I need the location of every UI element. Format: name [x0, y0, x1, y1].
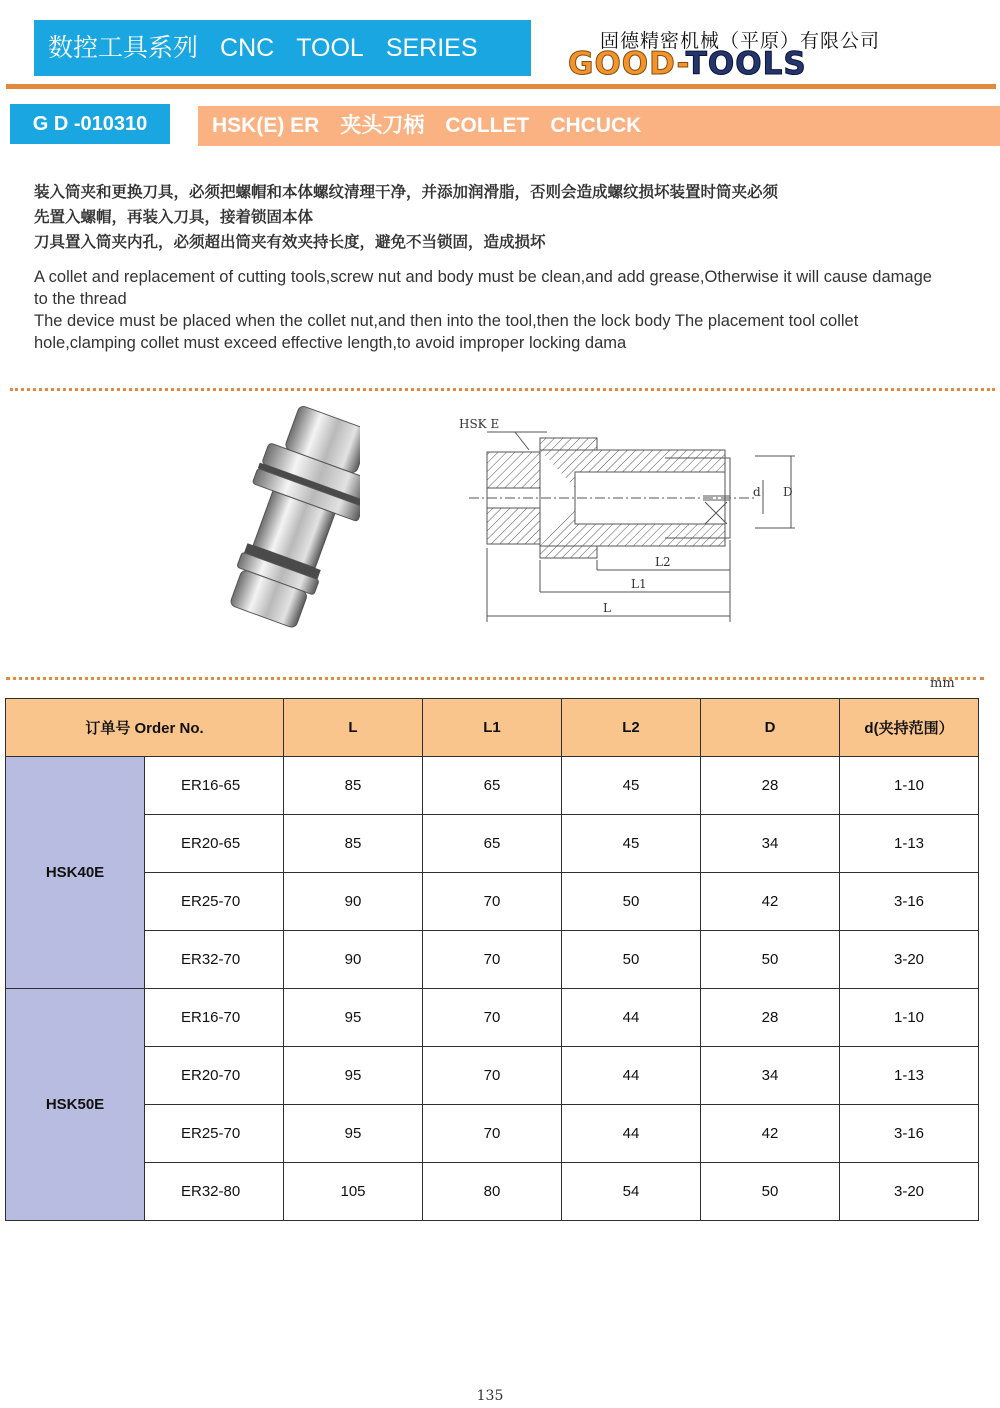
cell-D: 42: [701, 1105, 840, 1163]
cell-d-range: 3-16: [840, 873, 979, 931]
company-logo: [568, 46, 807, 82]
cell-L: 90: [284, 873, 423, 931]
order-no: ER16-65: [145, 757, 284, 815]
usage-notes: [34, 180, 934, 354]
series-title-series: SERIES: [385, 34, 478, 62]
note-cn-line: 装入筒夹和更换刀具，必须把螺帽和本体螺纹清理干净，并添加润滑脂，否则会造成螺纹损坏装置时筒夹必须: [34, 183, 779, 201]
cell-L: 95: [284, 1105, 423, 1163]
cell-D: 28: [701, 757, 840, 815]
group-label: HSK50E: [6, 989, 145, 1221]
cell-D: 42: [701, 873, 840, 931]
cell-L1: 65: [423, 815, 562, 873]
cell-L: 90: [284, 931, 423, 989]
cell-D: 34: [701, 1047, 840, 1105]
header-d-range: d(夹持范围）: [840, 699, 979, 757]
order-no: ER32-70: [145, 931, 284, 989]
label-D: D: [783, 485, 793, 499]
cell-d-range: 3-20: [840, 931, 979, 989]
cell-L1: 70: [423, 1047, 562, 1105]
cell-L1: 70: [423, 873, 562, 931]
note-cn-line: 先置入螺帽，再装入刀具，接着锁固本体: [34, 208, 314, 226]
cell-L2: 45: [562, 757, 701, 815]
cell-d-range: 3-20: [840, 1163, 979, 1221]
cell-L: 85: [284, 815, 423, 873]
label-l: L: [603, 601, 611, 615]
series-title-cnc: CNC: [220, 34, 275, 62]
cell-L1: 70: [423, 989, 562, 1047]
label-d: d: [753, 485, 761, 499]
cell-L1: 70: [423, 1105, 562, 1163]
cell-L2: 44: [562, 989, 701, 1047]
group-label: HSK40E: [6, 757, 145, 989]
table-row: [6, 931, 979, 989]
table-row: [6, 989, 979, 1047]
cell-L: 95: [284, 989, 423, 1047]
cell-L2: 50: [562, 873, 701, 931]
note-en-paragraph: The device must be placed when the collet nut,and then into the tool,then the lock body The placement tool collet hole,clamping collet must exceed effective length,to avoid improper locking dama: [34, 312, 859, 352]
header-L1: L1: [423, 699, 562, 757]
logo-text-good: GOOD-: [568, 46, 686, 82]
cell-L: 95: [284, 1047, 423, 1105]
cell-L1: 80: [423, 1163, 562, 1221]
note-cn-line: 刀具置入筒夹内孔，必须超出筒夹有效夹持长度，避免不当锁固，造成损坏: [34, 233, 546, 251]
table-row: [6, 1047, 979, 1105]
cell-d-range: 1-10: [840, 757, 979, 815]
product-title: HSK(E) ER 夹头刀柄 COLLET CHCUCK: [198, 106, 1000, 146]
table-row: [6, 757, 979, 815]
table-row: [6, 1163, 979, 1221]
order-no: ER20-70: [145, 1047, 284, 1105]
spec-table: [5, 698, 979, 1221]
unit-label: mm: [930, 676, 955, 691]
table-row: [6, 815, 979, 873]
page-number: 135: [476, 1388, 504, 1404]
series-banner: [34, 20, 531, 76]
header-order-no: 订单号 Order No.: [6, 699, 284, 757]
cell-D: 50: [701, 931, 840, 989]
order-no: ER20-65: [145, 815, 284, 873]
label-l2: L2: [655, 555, 671, 569]
header-L2: L2: [562, 699, 701, 757]
header-divider: [6, 84, 996, 89]
company-name-cn: 固德精密机械（平原）有限公司: [600, 30, 881, 52]
tool-holder-photo: [210, 405, 360, 645]
cell-d-range: 1-10: [840, 989, 979, 1047]
label-l1: L1: [631, 577, 647, 591]
cell-d-range: 3-16: [840, 1105, 979, 1163]
cell-L1: 65: [423, 757, 562, 815]
header-L: L: [284, 699, 423, 757]
cell-d-range: 1-13: [840, 815, 979, 873]
cell-D: 50: [701, 1163, 840, 1221]
order-no: ER16-70: [145, 989, 284, 1047]
cell-L2: 50: [562, 931, 701, 989]
cell-L2: 54: [562, 1163, 701, 1221]
cell-L2: 44: [562, 1105, 701, 1163]
series-title-tool: TOOL: [296, 34, 364, 62]
cell-L: 105: [284, 1163, 423, 1221]
product-code-badge: G D -010310: [10, 104, 170, 144]
order-no: ER25-70: [145, 873, 284, 931]
header-D: D: [701, 699, 840, 757]
cell-L2: 44: [562, 1047, 701, 1105]
dimension-drawing: [455, 410, 805, 625]
table-row: [6, 873, 979, 931]
order-no: ER32-80: [145, 1163, 284, 1221]
cell-D: 34: [701, 815, 840, 873]
order-no: ER25-70: [145, 1105, 284, 1163]
dotted-divider: [10, 388, 995, 391]
label-hsk-e: HSK E: [459, 417, 500, 431]
cell-L: 85: [284, 757, 423, 815]
note-en-paragraph: A collet and replacement of cutting tools,screw nut and body must be clean,and add grease,Otherwise it will cause damage to the thread: [34, 268, 932, 308]
cell-D: 28: [701, 989, 840, 1047]
series-title-cn: 数控工具系列: [48, 34, 199, 62]
table-row: [6, 1105, 979, 1163]
dotted-divider: [6, 677, 984, 680]
logo-text-tools: TOOLS: [685, 46, 807, 82]
cell-L2: 45: [562, 815, 701, 873]
cell-L1: 70: [423, 931, 562, 989]
cell-d-range: 1-13: [840, 1047, 979, 1105]
